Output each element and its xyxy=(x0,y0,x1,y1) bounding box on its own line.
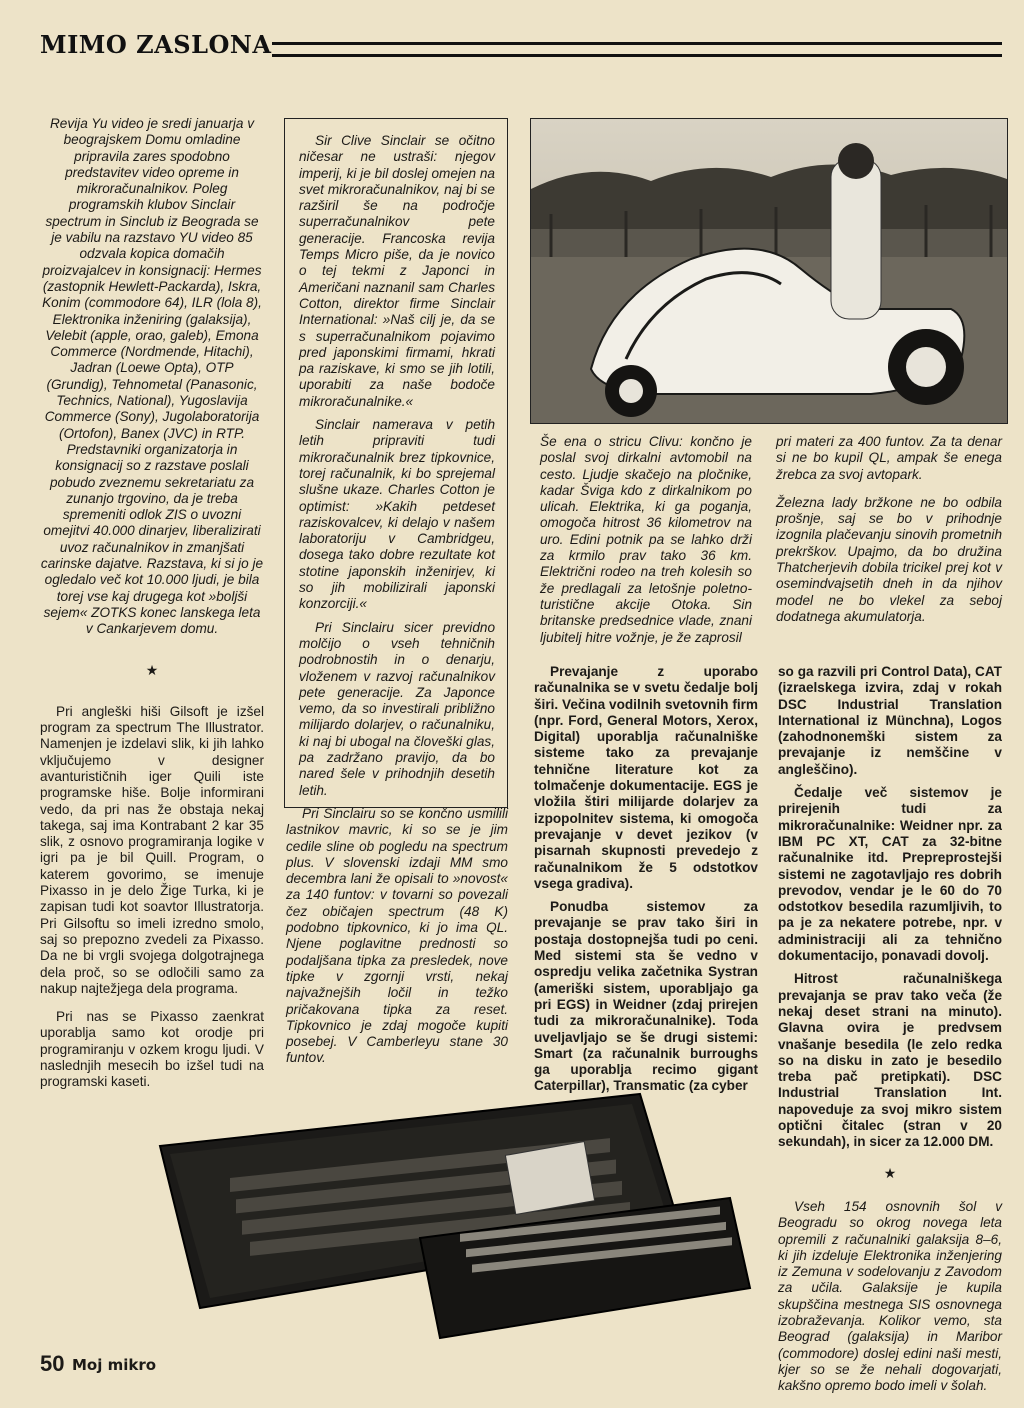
page-number: 50 xyxy=(40,1351,65,1376)
magazine-name: Moj mikro xyxy=(72,1356,157,1374)
translation-paragraph-5: Hitrost računalniškega prevajanja se prav tako veča (že nekaj deset strani na minuto). Glavna ovira je predvsem vnašanje besedila (le zelo redka so na disku in zato je besedilo treba pač pretipkati). DSC Industrial Translation Int. napoveduje za svoj mikro sistem optični čitalec (stran v 20 sekundah), in sicer za 12.000 DM. xyxy=(778,971,1002,1150)
article-galaksija-schools: Vseh 154 osnovnih šol v Beogradu so okrog novega leta opremili z računalniki galaksija 8–6, ki jih izdeluje Elektronika inženjering iz Zemuna v sodelovanju z Zavodom za učila. Galaksije je kupila skupščina mestnega SIS osnovnega izobraževanja. Kolikor vemo, sta Beograd (galaksija) in Maribor (commodore) doslej edini naši mesti, kjer so se že nehali dogovarjati, kakšno opremo bodo imeli v šolah. xyxy=(778,1198,1002,1394)
separator-star-icon-2: ★ xyxy=(883,1164,897,1181)
translation-paragraph-3: so ga razvili pri Control Data), CAT (izraelskega izvira, zdaj v rokah DSC Industrial Translation International iz Münchna), Logos (zahodnonemški sistem za prevajanje iz nemščine v angleščino). xyxy=(778,664,1002,777)
section-title: MIMO ZASLONA xyxy=(40,30,272,59)
header-rule xyxy=(272,42,1002,57)
article-yu-video: Revija Yu video je sredi januarja v beograjskem Domu omladine pripravila zares spodobno predstavitev video opreme in mikroračunalnikov. Poleg programskih klubov Sinclair spectrum in Sinclub iz Beograda se je vabilu na razstavo YU video 85 odzvala kopica domačih proizvajalcev in konsignacij: Hermes (zastopnik Hewlett-Packarda), Iskra, Konim (commodore 64), ILR (lola 8), Elektronika inženiring (galaksija), Velebit (apple, orao, galeb), Emona Commerce (Nordmende, Hitachi), Jadran (Loewe Opta), OTP (Grundig), Tehnometal (Panasonic, Technics, National), Yugoslavija Commerce (Sony), Jugolaboratorija (Ortofon), Banex (JVC) in RTP. Predstavniki organizatorja in konsignacij so z razstave poslali pobudo zveznemu sekretariatu za zunanjo trgovino, da je treba spremeniti odlok ZIS o uvozni omejitvi 40.000 dinarjev, liberalizirati uvoz računalnikov in zmanjšati carinske dajatve. Razstava, ki si jo je ogledalo več kot 10.000 ljudi, je bila torej vse kaj drugega kot »boljši sejem« ZOTKS konec lanskega leta v Cankarjevem domu. xyxy=(40,116,264,637)
caption-paragraph-a: Še ena o stricu Clivu: končno je poslal svoj dirkalni avtomobil na cesto. Ljudje skačejo na pločnike, kadar Šviga kdo z dirkalnikom po ulicah. Elektrika, ki ga poganja, omogoča hitrost 36 kilometrov na uro. Edini potnik pa se lahko drži za krmilo prav tako 36 km. Električni rodeo na treh kolesih so že predlagali za letošnje poletno-turistične akcije Otoka. Sin britanske predsednice vlade, znani ljubitelj hitre vožnje, je že zaprosil xyxy=(540,434,752,645)
sinclair-supercomputer-box xyxy=(284,118,508,808)
spectrum-keyboard-photo xyxy=(40,1088,760,1344)
column-4 xyxy=(778,664,1002,1401)
separator-star-icon: ★ xyxy=(145,661,159,678)
translation-paragraph-2: Ponudba sistemov za prevajanje se prav tako širi in postaja dostopnejša tudi po ceni. Med sistemi sta še vedno v ospredju velika začetnika Systran (ameriški sistem, uporabljajo ga pri EGS) in Weidner (zdaj prirejen tudi za mikroračunalnike). Toda uveljavljajo se še drugi sistemi: Smart (za računalnik burroughs ga uporablja recimo gigant Caterpillar), Transmatic (za cyber xyxy=(534,899,758,1094)
column-1 xyxy=(40,116,264,1098)
article-translation-part1 xyxy=(534,664,758,1102)
article-pixasso: Pri nas se Pixasso zaenkrat uporablja samo kot orodje pri programiranju v ozkem krogu ljudi. V naslednjih mesecih bo izšel tudi na programski kaseti. xyxy=(40,1009,264,1090)
photo-caption-right xyxy=(776,434,1002,632)
box-paragraph-2: Sinclair namerava v petih letih pripraviti tudi mikroračunalnik brez tipkovnice, torej računalnik, ki bo sprejemal slušne ukaze. Charles Cotton je optimist: »Kakih petdeset raziskovalcev, ki delajo v našem laboratoriju v Cambridgeu, dosega tako dobre rezultate kot stotine japonskih inženirjev, ki so jih mobilizirali japonski konzorciji.« xyxy=(299,417,495,612)
translation-paragraph-4: Čedalje več sistemov je prirejenih tudi za mikroračunalnike: Weidner npr. za IBM PC XT, CAT za 32-bitne računalnike itd. Prepreprostejši sistemi ne zagotavljajo res dobrih prevodov, vendar je le 60 do 70 odstotkov besedila razumljivih, to pa je za nekatere potrebe, npr. v administraciji ali za tehnično dokumentacijo, ponavadi dovolj. xyxy=(778,785,1002,964)
box-paragraph-3: Pri Sinclairu sicer previdno molčijo o vseh tehničnih podrobnostih in o denarju, vloženem v razvoj računalnikov pete generacije. Za Japonce vemo, da so investirali približno milijardo dolarjev, o računalniku, ki naj bi ubogal na človeški glas, pa zadržano pravijo, da bo nared šele v prihodnjih desetih letih. xyxy=(299,619,495,798)
box-paragraph-1: Sir Clive Sinclair se očitno ničesar ne ustraši: njegov imperij, ki je bil doslej omejen na svet mikroračunalnikov, naj bi se razširil še na področje superračunalnikov pete generacije. Francoska revija Temps Micro piše, da je novico o tej tekmi z Japonci in Američani naznanil sam Charles Cotton, direktor firme Sinclair International: »Naš cilj je, da se s superračunalnikom pojavimo pred japonskimi firmami, hkrati pa raziskave, ki smo se jih lotili, uporabiti za naše bodoče mikroračunalnike.« xyxy=(299,133,495,409)
photo-caption-left xyxy=(540,434,752,653)
sinclair-c5-photo xyxy=(530,118,1008,424)
article-spectrum-keyboard xyxy=(286,806,508,1074)
keyboards-image xyxy=(40,1088,760,1344)
c5-vehicle-image xyxy=(531,119,1007,423)
keyboard-paragraph: Pri Sinclairu so se končno usmilili lastnikov mavric, ki so se je jim cedile sline ob pogledu na spectrum plus. V slovenski izdaji MM smo decembra lani že opisali to »novost« za 140 funtov: v tovarni so povezali čez običajen spectrum (48 K) podobno tipkovnico, ki jo ima QL. Njene poglavitne prednosti so podaljšana tipka za presledek, nove tipke v zgornji vrsti, nekaj najvažnejših ločil in težko pričakovana tipka za reset. Tipkovnico je zdaj mogoče kupiti posebej. V Camberleyu stane 30 funtov. xyxy=(286,806,508,1066)
article-gilsoft: Pri angleški hiši Gilsoft je izšel program za spectrum The Illustrator. Namenjen je izdelavi slik, ki jih lahko vključujemo v designer avanturističnih iger Quili iste programske hiše. Bolje informirani vedo, da pri nas že obstaja nekaj takega, saj ima Kontrabant 2 kar 35 slik, z osnovo programiranja logike v igri pa je bil Quill. Program, o katerem govorimo, se imenuje Pixasso in je delo Žige Turka, ki je zapisan tudi kot soavtor Illustratorja. Pri Gilsoftu so imeli izredno smolo, saj so prepozno zvedeli za Pixasso. Da ne bi vrgli svojega dolgotrajnega dela proč, so se odločili samo za nakup najtežjega dela programa. xyxy=(40,703,264,996)
translation-paragraph-1: Prevajanje z uporabo računalnika se v svetu čedalje bolj širi. Večina vodilnih svetovnih firm (npr. Ford, General Motors, Xerox, Digital) uporablja računalniške sisteme tako za prevajanje tehnične literature kot za tolmačenje dokumentacije. EGS je vložila štiri milijarde dolarjev za izpopolnitev sistema, ki omogoča prevajanje v devet jezikov (v pisarnah skupnosti prevedejo z računalnikom že 5 odstotkov vsega gradiva). xyxy=(534,664,758,891)
caption-paragraph-b2: Železna lady bržkone ne bo odbila prošnje, saj se bo v prihodnje izognila plačevanju sinovih prometnih prekrškov. Upajmo, da bo družina Thatcherjevih dobila tricikel prej kot v osemindvajsetih dneh in da njihov model ne bo vlekel za seboj dodatnega akumulatorja. xyxy=(776,494,1002,624)
caption-paragraph-b1: pri materi za 400 funtov. Za ta denar si ne bo kupil QL, ampak še enega žrebca za svoj avtopark. xyxy=(776,434,1002,482)
